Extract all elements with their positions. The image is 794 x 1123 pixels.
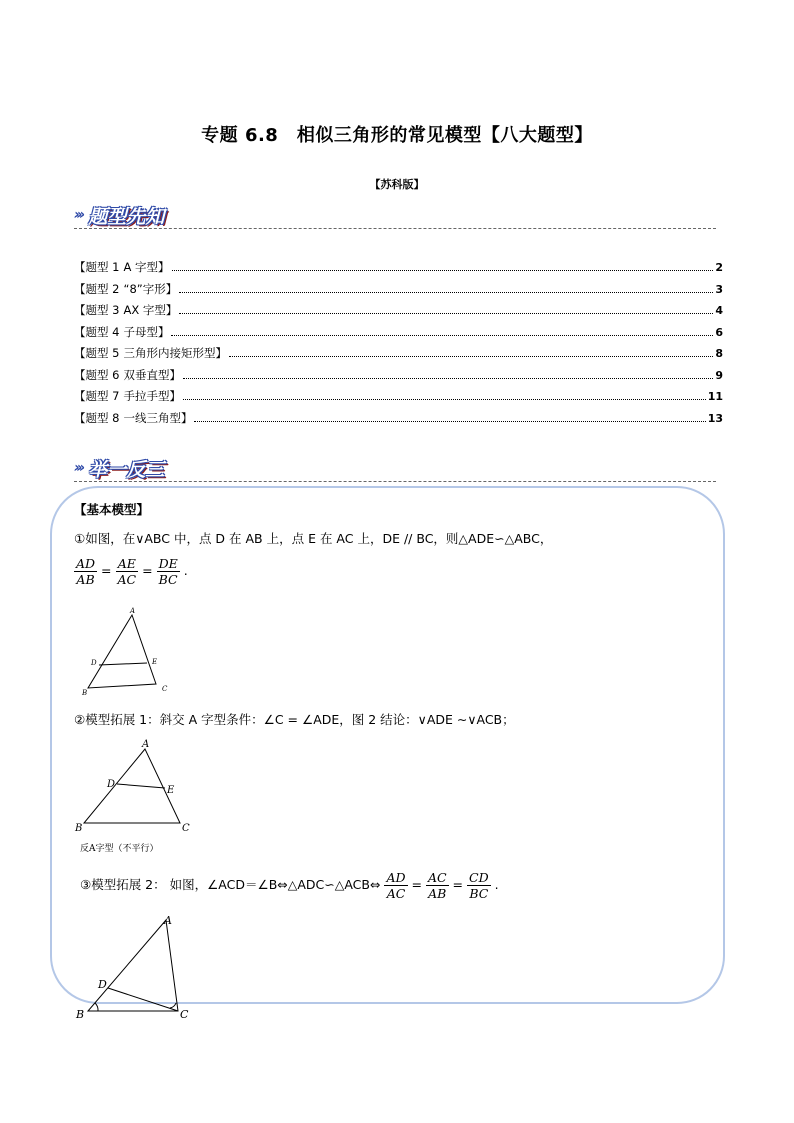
fraction: $\frac{AE}{AC}$	[117, 556, 137, 587]
equals-sign: =	[452, 877, 464, 892]
figure-1-triangle	[80, 605, 180, 700]
toc-item[interactable]: 【题型 7 手拉手型】 11	[74, 389, 723, 403]
point-e-label: E	[152, 658, 158, 666]
dot-leader	[179, 292, 713, 293]
preview-banner	[74, 201, 164, 229]
vertex-a-label: A	[142, 739, 150, 750]
vertex-c-label: C	[182, 823, 190, 834]
toc-item[interactable]: 【题型 5 三角形内接矩形型】 8	[74, 346, 723, 360]
divider	[74, 481, 716, 482]
vertex-b-label: B	[76, 1008, 85, 1021]
fraction: $\frac{CD}{BC}$	[469, 870, 489, 901]
dot-leader	[183, 399, 706, 400]
preview-banner-text: 题型先知	[88, 205, 165, 228]
dot-leader	[229, 356, 713, 357]
page-title: 专题 6.8 相似三角形的常见模型【八大题型】	[201, 125, 593, 146]
toc-item[interactable]: 【题型 6 双垂直型】 9	[74, 367, 723, 382]
divider	[74, 228, 716, 229]
vertex-b-label: B	[82, 689, 88, 697]
point-d-label: D	[91, 659, 97, 667]
dot-leader	[179, 313, 713, 314]
toc-item[interactable]: 【题型 4 子母型】 6	[74, 324, 723, 339]
item3-statement: ③模型拓展 2： 如图，∠ACD＝∠B⇔△ADC∽△ACB⇔ $\frac{AD}{AC}$ = $\frac{AC}{AB}$ = $\frac{CD}{BC}$ .	[80, 870, 499, 901]
item1-ratios: $\frac{AD}{AB}$ = $\frac{AE}{AC}$ = $\frac{DE}{BC}$ .	[76, 556, 188, 587]
toc-item[interactable]: 【题型 2 “8”字形】 3	[74, 281, 723, 296]
fraction: $\frac{AC}{AB}$	[427, 870, 447, 901]
toc-item[interactable]: 【题型 3 AX 字型】 4	[74, 303, 723, 317]
dot-leader	[183, 378, 713, 379]
equals-sign: =	[411, 877, 422, 892]
toc-item[interactable]: 【题型 8 一线三角型】 13	[74, 410, 723, 425]
fraction: $\frac{DE}{BC}$	[158, 556, 178, 587]
edition-label: 【苏科版】	[369, 178, 425, 191]
examples-banner	[74, 454, 164, 482]
examples-banner-text: 举一反三	[88, 458, 165, 481]
item2-statement: ②模型拓展 1：斜交 A 字型条件：∠C = ∠ADE，图 2 结论：∨ADE ∼∨ACB；	[74, 712, 515, 727]
basic-model-heading: 【基本模型】	[74, 502, 150, 517]
vertex-c-label: C	[180, 1008, 189, 1021]
equals-sign: =	[142, 563, 153, 578]
vertex-a-label: A	[164, 914, 172, 927]
equals-sign: =	[101, 563, 112, 578]
point-d-label: D	[107, 779, 116, 790]
fraction: $\frac{AD}{AB}$	[76, 556, 96, 587]
vertex-c-label: C	[162, 685, 168, 693]
point-e-label: E	[167, 785, 175, 796]
fraction: $\frac{AD}{AC}$	[386, 870, 406, 901]
dot-leader	[194, 421, 705, 422]
figure-2-caption: 反A字型（不平行）	[80, 844, 159, 854]
toc-item[interactable]: 【题型 1 A 字型】 2	[74, 260, 723, 274]
item1-statement: ①如图，在∨ABC 中，点 D 在 AB 上，点 E 在 AC 上，DE // BC，则△ADE∽△ABC，	[74, 531, 553, 546]
banner-arrows-icon: ›››	[74, 207, 83, 223]
dot-leader	[171, 335, 713, 336]
point-d-label: D	[98, 978, 107, 991]
vertex-b-label: B	[75, 823, 83, 834]
dot-leader	[172, 270, 714, 271]
figure-3-triangle	[72, 908, 202, 1023]
vertex-a-label: A	[130, 607, 136, 615]
figure-2-triangle	[70, 735, 200, 855]
table-of-contents	[74, 259, 723, 431]
banner-arrows-icon: ›››	[74, 460, 83, 476]
